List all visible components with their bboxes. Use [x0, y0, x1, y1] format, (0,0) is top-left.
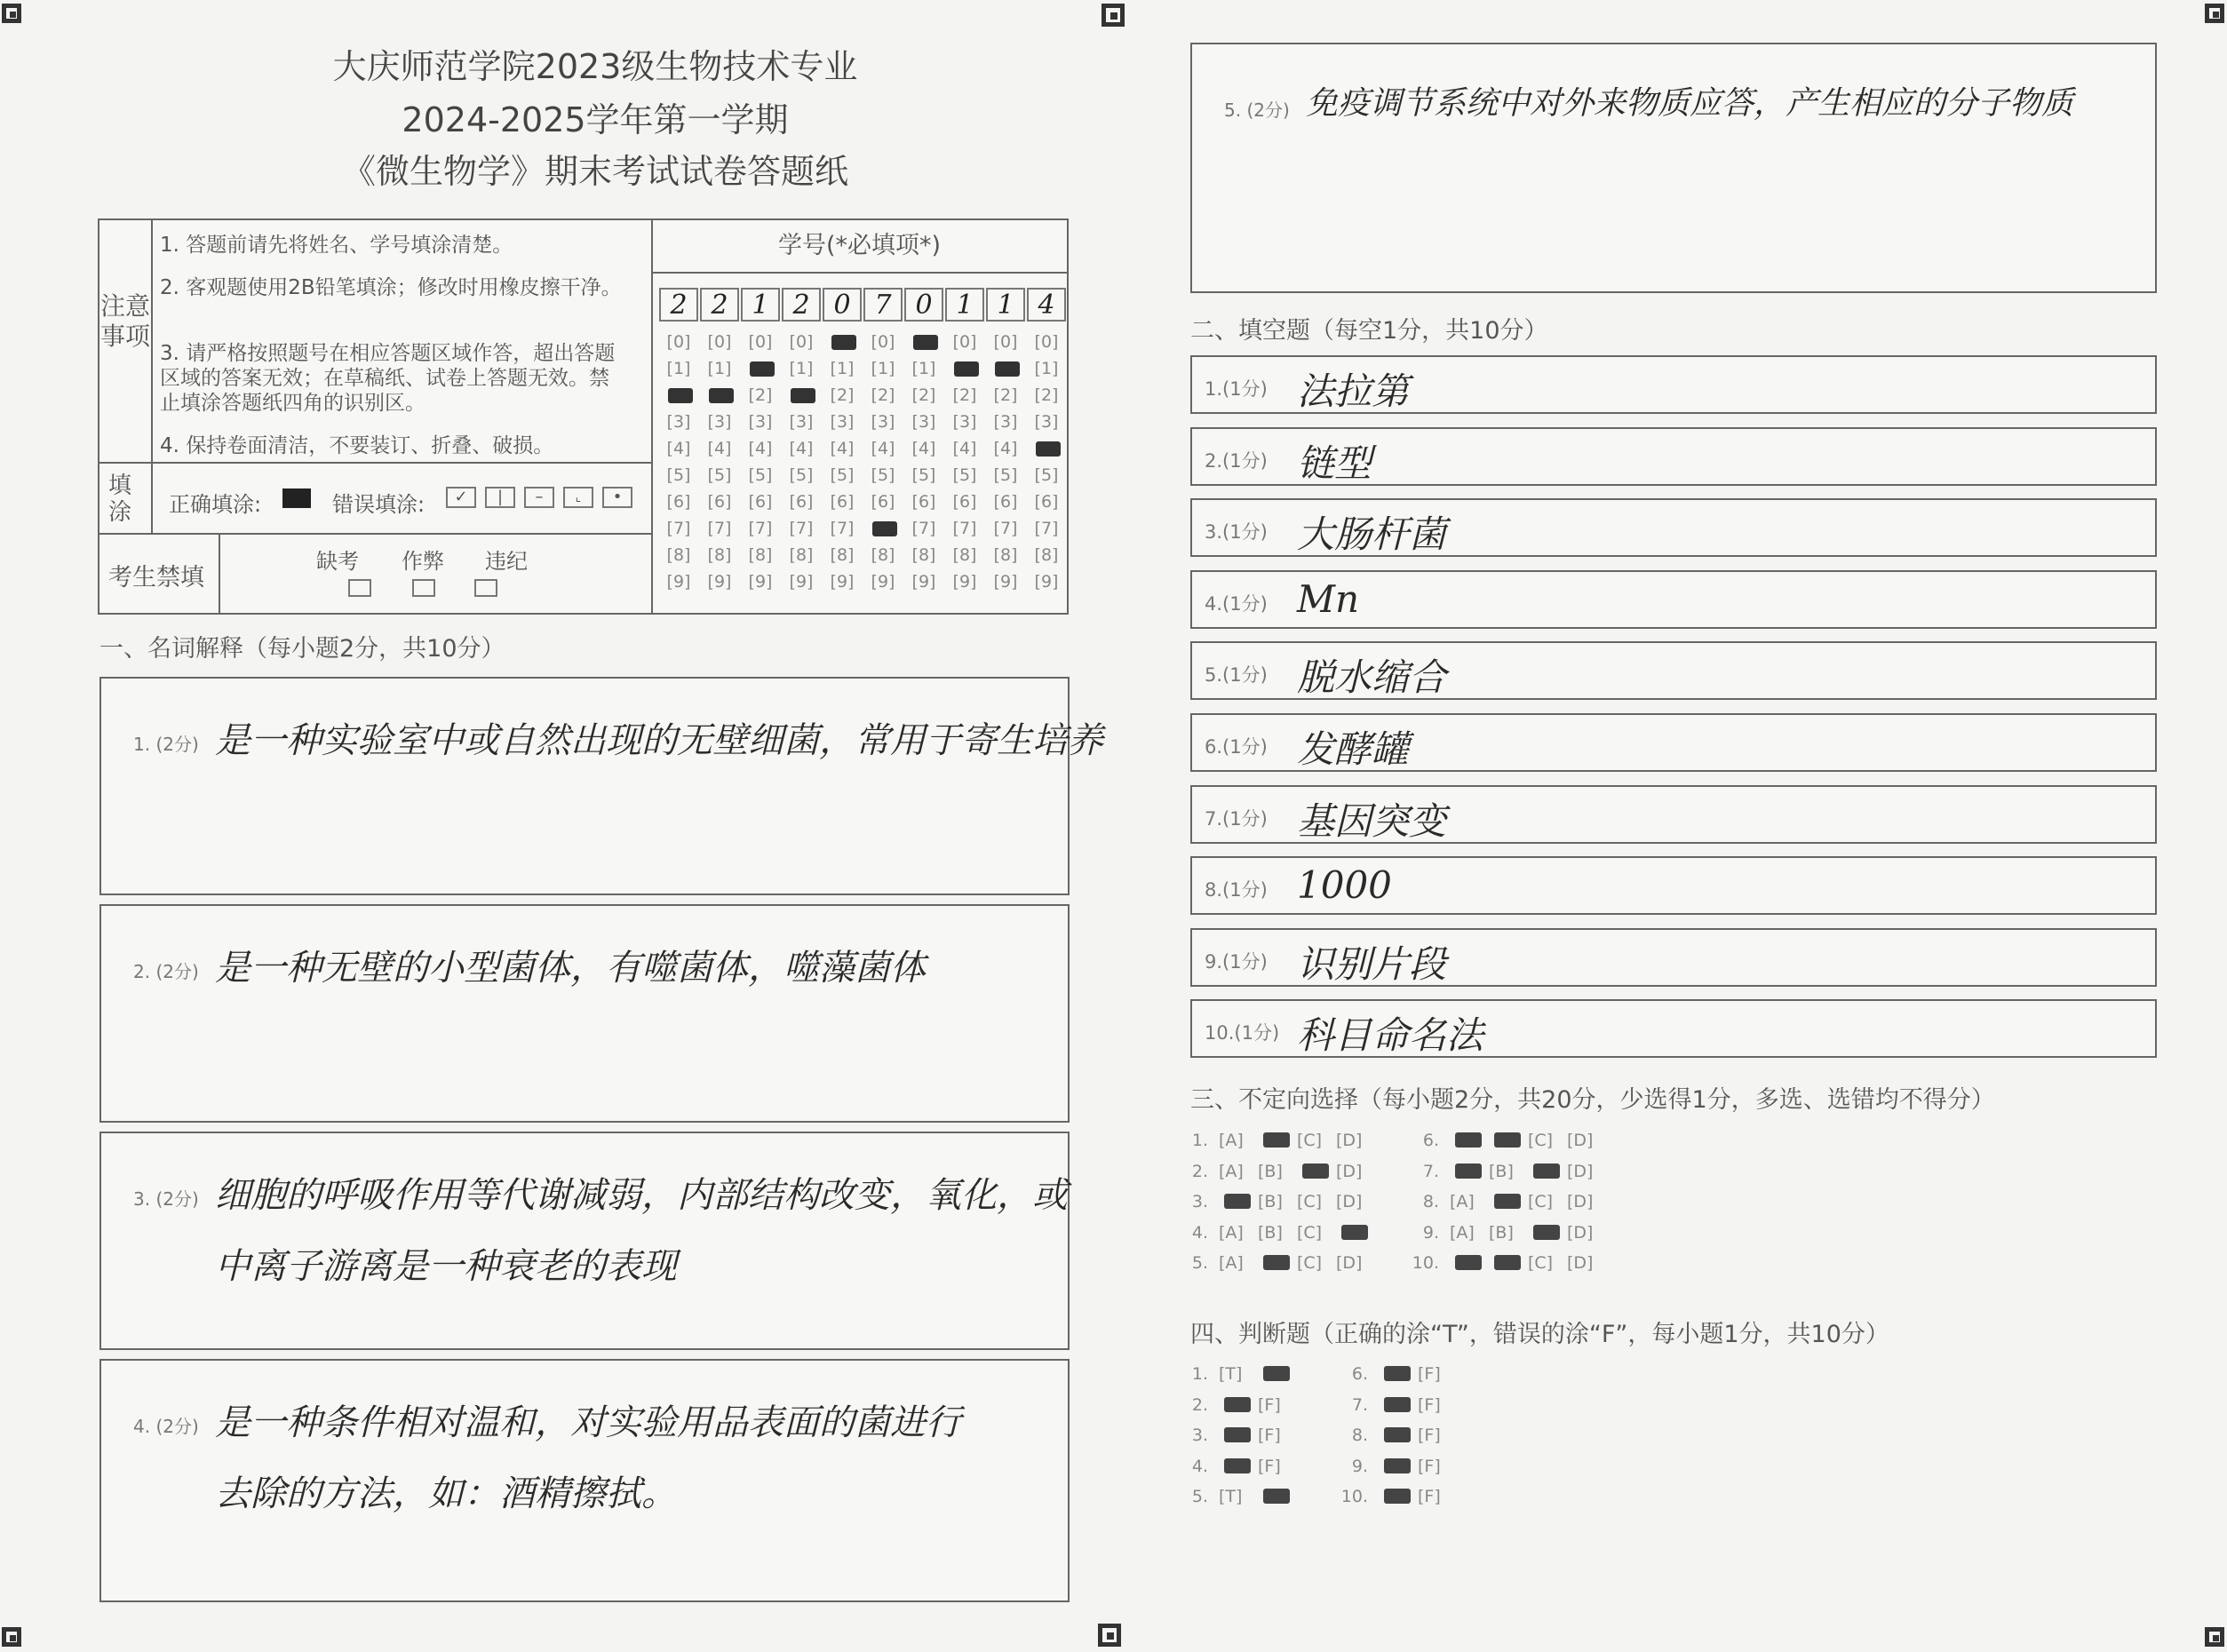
answer-bubble[interactable]: [A] [1219, 1161, 1244, 1181]
question-number: 4. [1191, 1456, 1208, 1476]
answer-bubble[interactable]: [F] [1258, 1426, 1281, 1445]
question-number: 7. [1422, 1161, 1439, 1181]
answer-bubble[interactable] [1258, 1487, 1297, 1506]
answer-bubble[interactable]: [A] [1219, 1222, 1244, 1243]
forbidden-violation-label: 违纪 [485, 549, 528, 574]
student-id-bubble[interactable]: [3] [707, 412, 732, 432]
corner-mark-top-left [2, 4, 21, 23]
student-id-bubble[interactable]: [0] [707, 332, 732, 352]
answer-row [1174, 1223, 1375, 1243]
student-id-bubble[interactable]: [9] [911, 572, 936, 592]
forbidden-cheat-label: 作弊 [402, 549, 444, 574]
forbidden-violation-checkbox[interactable] [474, 579, 497, 597]
student-id-bubble[interactable]: [1] [911, 359, 936, 378]
student-id-bubble[interactable]: [4] [748, 439, 773, 458]
handwritten-answer-line: 去除的方法，如：酒精擦拭。 [215, 1473, 677, 1514]
answer-row [1405, 1253, 1606, 1273]
student-id-bubble[interactable]: [8] [871, 545, 895, 565]
short-answer-box[interactable] [99, 1132, 1070, 1350]
handwritten-answer-line: 是一种无壁的小型菌体，有噬菌体，噬藻菌体 [215, 948, 926, 989]
question-number: 3. [1191, 1192, 1208, 1211]
exam-title-line1: 大庆师范学院2023级生物技术专业 [332, 47, 858, 86]
forbidden-absent-label: 缺考 [316, 549, 359, 574]
student-id-bubble[interactable]: [7] [789, 519, 814, 538]
student-id-bubble[interactable]: [2] [993, 385, 1018, 405]
answer-bubble[interactable]: [D] [1567, 1161, 1594, 1181]
student-id-bubble[interactable]: [7] [1034, 519, 1059, 538]
student-id-bubble[interactable]: [5] [911, 465, 936, 485]
student-id-bubble[interactable]: [3] [789, 412, 814, 432]
answer-row [1334, 1487, 1457, 1506]
student-id-bubble[interactable]: [5] [707, 465, 732, 485]
corner-mark-bottom-right [2205, 1627, 2224, 1647]
question-number: 2. [1191, 1394, 1208, 1415]
forbidden-label: 考生禁填 [108, 564, 204, 592]
student-id-bubble[interactable]: [9] [871, 572, 895, 592]
answer-row [1174, 1192, 1375, 1211]
short-answer-box[interactable] [99, 677, 1103, 895]
student-id-bubble[interactable]: [2] [830, 385, 855, 405]
student-id-bubble[interactable]: [5] [871, 465, 895, 485]
student-id-bubble[interactable]: [4] [993, 439, 1018, 458]
answer-row [1174, 1457, 1297, 1476]
student-id-bubble[interactable] [945, 359, 984, 378]
student-id-bubble[interactable]: [3] [993, 412, 1018, 432]
student-id-bubble[interactable]: [7] [911, 519, 936, 538]
question-number: 7. [1351, 1394, 1368, 1415]
student-id-digit: 1 [986, 288, 1025, 322]
answer-bubble[interactable]: [D] [1336, 1131, 1363, 1150]
handwritten-answer-line: 中离子游离是一种衰老的表现 [215, 1246, 677, 1287]
student-id-bubble[interactable]: [8] [952, 545, 977, 565]
answer-bubble[interactable]: [B] [1489, 1222, 1514, 1243]
student-id-bubble[interactable]: [6] [952, 492, 977, 512]
note-item-1: 1. 答题前请先将姓名、学号填涂清楚。 [160, 234, 513, 257]
student-id-bubble[interactable]: [3] [748, 412, 773, 432]
student-id-bubble[interactable]: [2] [952, 385, 977, 405]
answer-bubble[interactable]: [A] [1219, 1131, 1244, 1150]
handwritten-answer: 1000 [1297, 863, 1392, 908]
answer-bubble[interactable] [1219, 1192, 1258, 1211]
section4-title: 四、判断题（正确的涂“T”，错误的涂“F”，每小题1分，共10分） [1190, 1321, 1889, 1348]
student-id-bubble[interactable] [986, 359, 1025, 378]
student-id-bubble[interactable]: [7] [952, 519, 977, 538]
student-id-digit: 2 [782, 288, 821, 322]
handwritten-answer: 大肠杆菌 [1297, 512, 1447, 557]
question-number: 4.(1分) [1205, 592, 1268, 615]
student-id-bubble[interactable]: [4] [871, 439, 895, 458]
answer-bubble[interactable]: [B] [1258, 1192, 1283, 1211]
student-id-bubble[interactable]: [8] [789, 545, 814, 565]
fill-blank-box[interactable] [1190, 856, 2157, 915]
student-id-bubble[interactable] [741, 359, 780, 378]
student-id-bubble[interactable]: [8] [911, 545, 936, 565]
answer-row [1405, 1192, 1606, 1211]
answer-bubble[interactable] [1528, 1223, 1567, 1243]
answer-bubble[interactable] [1450, 1253, 1489, 1273]
question-number: 3. (2分) [133, 1188, 199, 1210]
student-id-bubble[interactable]: [0] [871, 332, 895, 352]
student-id-header: 学号(*必填项*) [777, 232, 942, 259]
student-id-bubble[interactable]: [7] [666, 519, 691, 538]
answer-bubble[interactable] [1219, 1457, 1258, 1476]
answer-bubble[interactable]: [C] [1528, 1192, 1554, 1211]
section2-title: 二、填空题（每空1分，共10分） [1190, 317, 1548, 345]
answer-bubble[interactable] [1258, 1253, 1297, 1273]
student-id-bubble[interactable]: [6] [911, 492, 936, 512]
fill-guide-vdivider [151, 462, 153, 533]
fill-blank-box[interactable] [1190, 999, 2157, 1058]
student-id-bubble[interactable]: [5] [1034, 465, 1059, 485]
answer-bubble[interactable] [1379, 1426, 1418, 1445]
student-id-bubble[interactable] [823, 332, 862, 352]
answer-row [1174, 1131, 1375, 1150]
question-number: 2.(1分) [1205, 449, 1268, 472]
question-number: 1. (2分) [133, 734, 199, 755]
notes-divider [98, 462, 653, 464]
student-id-bubble[interactable]: [0] [1034, 332, 1059, 352]
answer-bubble[interactable]: [C] [1297, 1253, 1323, 1273]
handwritten-answer: 基因突变 [1297, 798, 1447, 843]
corner-mark-top-middle [1102, 4, 1125, 27]
student-id-digit: 1 [741, 288, 780, 322]
note-item-2: 2. 客观题使用2B铅笔填涂；修改时用橡皮擦干净。 [160, 276, 622, 299]
question-number: 2. [1191, 1161, 1208, 1181]
answer-row [1334, 1395, 1457, 1415]
student-id-bubble[interactable]: [1] [830, 359, 855, 378]
student-id-bubble[interactable]: [9] [789, 572, 814, 592]
fill-wrong-bar-icon: | [485, 487, 515, 508]
student-id-bubble[interactable]: [9] [830, 572, 855, 592]
fill-blank-box[interactable] [1190, 928, 2157, 987]
question-number: 6.(1分) [1205, 736, 1268, 758]
student-id-bubble[interactable]: [4] [830, 439, 855, 458]
answer-bubble[interactable] [1219, 1395, 1258, 1415]
student-id-bubble[interactable]: [0] [666, 332, 691, 352]
fill-blank-box[interactable] [1190, 713, 2157, 772]
student-id-bubble[interactable]: [5] [666, 465, 691, 485]
table-vdivider [651, 218, 653, 615]
forbidden-vdivider [219, 533, 220, 615]
answer-bubble[interactable] [1219, 1426, 1258, 1445]
question-number: 5.(1分) [1205, 664, 1268, 687]
student-id-bubble[interactable]: [3] [830, 412, 855, 432]
question-number: 6. [1422, 1131, 1439, 1150]
fill-correct-sample [282, 488, 311, 508]
student-id-bubble[interactable]: [5] [993, 465, 1018, 485]
question-number: 1.(1分) [1205, 378, 1268, 400]
student-id-bubble[interactable]: [8] [666, 545, 691, 565]
student-id-bubble[interactable]: [6] [707, 492, 732, 512]
student-id-bubble[interactable]: [0] [993, 332, 1018, 352]
question-number: 4. (2分) [133, 1416, 199, 1437]
handwritten-answer-line: 免疫调节系统中对外来物质应答，产生相应的分子物质 [1306, 85, 2074, 122]
question-number: 8.(1分) [1205, 879, 1268, 901]
question-number: 10.(1分) [1205, 1022, 1280, 1044]
student-id-bubble[interactable]: [4] [911, 439, 936, 458]
student-id-bubble[interactable]: [7] [830, 519, 855, 538]
question-number: 3. [1191, 1426, 1208, 1445]
student-id-bubble[interactable]: [7] [707, 519, 732, 538]
student-id-bubble[interactable]: [8] [830, 545, 855, 565]
student-id-digit: 2 [659, 288, 698, 322]
student-id-digit: 0 [904, 288, 943, 322]
student-id-bubble[interactable] [904, 332, 943, 352]
answer-bubble[interactable]: [C] [1297, 1131, 1323, 1150]
student-id-bubble[interactable]: [8] [993, 545, 1018, 565]
student-id-bubble[interactable]: [9] [707, 572, 732, 592]
forbidden-cheat-checkbox[interactable] [412, 579, 435, 597]
answer-bubble[interactable] [1489, 1253, 1528, 1273]
student-id-bubble[interactable] [863, 519, 903, 538]
student-id-bubble[interactable]: [5] [789, 465, 814, 485]
short-answer-box[interactable] [1190, 43, 2157, 293]
student-id-bubble[interactable]: [6] [666, 492, 691, 512]
student-id-bubble[interactable]: [3] [666, 412, 691, 432]
answer-bubble[interactable]: [F] [1418, 1364, 1441, 1384]
answer-bubble[interactable]: [F] [1258, 1456, 1281, 1476]
fill-guide-label: 填涂 [108, 473, 132, 526]
question-number: 5. [1191, 1487, 1208, 1506]
student-id-bubble[interactable]: [5] [830, 465, 855, 485]
student-id-bubble[interactable]: [9] [952, 572, 977, 592]
answer-bubble[interactable]: [D] [1336, 1161, 1363, 1181]
student-id-bubble[interactable]: [0] [952, 332, 977, 352]
student-id-bubble[interactable]: [3] [871, 412, 895, 432]
answer-bubble[interactable]: [T] [1219, 1487, 1243, 1506]
fill-correct-label: 正确填涂: [169, 492, 262, 517]
student-id-bubble[interactable]: [8] [1034, 545, 1059, 565]
section1-title: 一、名词解释（每小题2分，共10分） [99, 635, 505, 663]
answer-bubble[interactable]: [F] [1418, 1456, 1441, 1476]
question-number: 8. [1351, 1426, 1368, 1445]
student-id-bubble[interactable]: [1] [871, 359, 895, 378]
handwritten-answer-line: 细胞的呼吸作用等代谢减弱，内部结构改变，氧化，或 [215, 1175, 1068, 1216]
fill-wrong-check-icon: ✓ [446, 487, 476, 508]
note-item-3: 3. 请严格按照题号在相应答题区域作答，超出答题区域的答案无效；在草稿纸、试卷上答题无效。禁止填涂答题纸四角的识别区。 [160, 342, 616, 415]
question-number: 2. (2分) [133, 961, 199, 982]
fill-wrong-label: 错误填涂: [332, 492, 426, 517]
short-answer-box[interactable] [99, 1359, 1070, 1602]
answer-row [1174, 1426, 1297, 1445]
answer-row [1174, 1364, 1297, 1384]
student-id-bubble[interactable]: [8] [748, 545, 773, 565]
student-id-bubble[interactable]: [3] [1034, 412, 1059, 432]
corner-mark-top-right [2205, 4, 2224, 23]
student-id-bubble[interactable]: [9] [1034, 572, 1059, 592]
fill-blank-box[interactable] [1190, 785, 2157, 844]
answer-bubble[interactable]: [A] [1219, 1253, 1244, 1273]
student-id-bubble[interactable]: [1] [666, 359, 691, 378]
answer-row [1174, 1253, 1375, 1273]
student-id-bubble[interactable]: [1] [707, 359, 732, 378]
answer-bubble[interactable]: [D] [1336, 1253, 1363, 1273]
handwritten-answer-line: 是一种实验室中或自然出现的无壁细菌，常用于寄生培养 [215, 720, 1103, 761]
student-id-bubble[interactable]: [9] [748, 572, 773, 592]
student-id-digit: 1 [945, 288, 984, 322]
answer-bubble[interactable]: [D] [1567, 1192, 1594, 1211]
answer-row [1405, 1131, 1606, 1150]
handwritten-answer: 脱水缩合 [1297, 655, 1447, 700]
fill-blank-box[interactable] [1190, 355, 2157, 414]
answer-row [1334, 1457, 1457, 1476]
student-id-bubble[interactable]: [8] [707, 545, 732, 565]
question-number: 10. [1412, 1253, 1439, 1273]
answer-bubble[interactable]: [D] [1567, 1131, 1594, 1150]
answer-row [1174, 1162, 1375, 1181]
answer-bubble[interactable]: [D] [1567, 1253, 1594, 1273]
student-id-bubble[interactable]: [4] [952, 439, 977, 458]
student-id-digit: 2 [700, 288, 739, 322]
answer-bubble[interactable] [1258, 1364, 1297, 1384]
answer-bubble[interactable] [1379, 1395, 1418, 1415]
answer-row [1174, 1487, 1297, 1506]
answer-bubble[interactable]: [B] [1489, 1161, 1514, 1181]
fill-wrong-dash-icon: – [524, 487, 554, 508]
student-id-bubble[interactable]: [6] [1034, 492, 1059, 512]
exam-title-line2: 2024-2025学年第一学期 [402, 100, 789, 139]
answer-bubble[interactable] [1450, 1131, 1489, 1150]
corner-mark-bottom-middle [1098, 1624, 1121, 1647]
student-id-bubble[interactable]: [6] [789, 492, 814, 512]
student-id-bubble[interactable] [659, 385, 698, 405]
fill-blank-box[interactable] [1190, 570, 2157, 629]
answer-bubble[interactable]: [C] [1297, 1222, 1323, 1243]
section3-title: 三、不定向选择（每小题2分，共20分，少选得1分，多选、选错均不得分） [1190, 1086, 1995, 1114]
question-number: 9. [1422, 1222, 1439, 1243]
answer-row [1334, 1364, 1457, 1384]
answer-bubble[interactable]: [D] [1336, 1192, 1363, 1211]
student-id-digit: 0 [823, 288, 862, 322]
fill-blank-box[interactable] [1190, 641, 2157, 700]
student-id-bubble[interactable]: [4] [666, 439, 691, 458]
answer-bubble[interactable]: [D] [1567, 1222, 1594, 1243]
answer-bubble[interactable]: [C] [1297, 1192, 1323, 1211]
student-id-bubble[interactable]: [2] [871, 385, 895, 405]
answer-row [1405, 1162, 1606, 1181]
answer-bubble[interactable] [1336, 1223, 1375, 1243]
student-id-bubble[interactable]: [6] [993, 492, 1018, 512]
answer-row [1174, 1395, 1297, 1415]
answer-row [1405, 1223, 1606, 1243]
student-id-bubble[interactable]: [4] [707, 439, 732, 458]
student-id-divider [653, 272, 1069, 274]
fill-blank-box[interactable] [1190, 498, 2157, 557]
answer-bubble[interactable]: [B] [1258, 1161, 1283, 1181]
answer-bubble[interactable] [1528, 1162, 1567, 1181]
question-number: 6. [1351, 1364, 1368, 1384]
student-id-bubble[interactable]: [0] [748, 332, 773, 352]
student-id-bubble[interactable]: [3] [911, 412, 936, 432]
answer-bubble[interactable]: [B] [1258, 1222, 1283, 1243]
note-item-4: 4. 保持卷面清洁，不要装订、折叠、破损。 [160, 434, 554, 457]
answer-bubble[interactable]: [A] [1450, 1192, 1475, 1211]
answer-bubble[interactable]: [A] [1450, 1222, 1475, 1243]
answer-bubble[interactable] [1297, 1162, 1336, 1181]
answer-bubble[interactable] [1379, 1364, 1418, 1384]
answer-bubble[interactable] [1379, 1487, 1418, 1506]
question-number: 7.(1分) [1205, 807, 1268, 830]
student-id-bubble[interactable]: [1] [789, 359, 814, 378]
student-id-bubble[interactable]: [3] [952, 412, 977, 432]
student-id-bubble[interactable]: [6] [830, 492, 855, 512]
fill-divider [98, 533, 653, 535]
answer-bubble[interactable] [1379, 1457, 1418, 1476]
student-id-bubble[interactable]: [7] [993, 519, 1018, 538]
student-id-bubble[interactable]: [5] [952, 465, 977, 485]
question-number: 3.(1分) [1205, 521, 1268, 544]
answer-bubble[interactable]: [C] [1528, 1253, 1554, 1273]
student-id-bubble[interactable]: [0] [789, 332, 814, 352]
answer-bubble[interactable]: [C] [1528, 1131, 1554, 1150]
handwritten-answer: Mn [1297, 576, 1360, 621]
question-number: 9. [1351, 1456, 1368, 1476]
handwritten-answer: 发酵罐 [1297, 727, 1410, 771]
short-answer-box[interactable] [99, 904, 1070, 1123]
question-number: 1. [1191, 1131, 1208, 1150]
answer-bubble[interactable]: [F] [1418, 1487, 1441, 1506]
handwritten-answer: 链型 [1297, 441, 1372, 485]
student-id-bubble[interactable]: [9] [993, 572, 1018, 592]
question-number: 5. [1191, 1253, 1208, 1273]
student-id-digit: 4 [1027, 288, 1066, 322]
question-number: 10. [1340, 1487, 1368, 1506]
question-number: 9.(1分) [1205, 950, 1268, 973]
corner-mark-bottom-left [2, 1627, 21, 1647]
student-id-bubble[interactable]: [7] [748, 519, 773, 538]
student-id-bubble[interactable]: [2] [911, 385, 936, 405]
student-id-bubble[interactable]: [6] [871, 492, 895, 512]
answer-bubble[interactable]: [F] [1418, 1426, 1441, 1445]
student-id-bubble[interactable] [782, 385, 821, 405]
fill-wrong-partial-icon: ⌞ [563, 487, 593, 508]
handwritten-answer: 科目命名法 [1297, 1013, 1484, 1058]
question-number: 1. [1191, 1364, 1208, 1384]
question-number: 5. (2分) [1224, 99, 1290, 121]
student-id-bubble[interactable] [1027, 439, 1066, 458]
student-id-digit: 7 [863, 288, 903, 322]
student-id-bubble[interactable] [700, 385, 739, 405]
answer-row [1334, 1426, 1457, 1445]
answer-bubble[interactable] [1450, 1162, 1489, 1181]
answer-bubble[interactable] [1258, 1131, 1297, 1150]
student-id-bubble[interactable]: [2] [1034, 385, 1059, 405]
student-id-bubble[interactable]: [4] [789, 439, 814, 458]
answer-bubble[interactable]: [T] [1219, 1364, 1243, 1384]
answer-bubble[interactable]: [F] [1418, 1394, 1441, 1415]
fill-wrong-dot-icon: • [602, 487, 632, 508]
forbidden-absent-checkbox[interactable] [348, 579, 371, 597]
handwritten-answer: 法拉第 [1297, 369, 1410, 413]
student-id-bubble[interactable]: [2] [748, 385, 773, 405]
question-number: 8. [1422, 1192, 1439, 1211]
student-id-bubble[interactable]: [6] [748, 492, 773, 512]
answer-bubble[interactable]: [F] [1258, 1394, 1281, 1415]
exam-title-line3: 《微生物学》期末考试试卷答题纸 [341, 152, 848, 191]
student-id-bubble[interactable]: [1] [1034, 359, 1059, 378]
fill-blank-box[interactable] [1190, 427, 2157, 486]
question-number: 4. [1191, 1222, 1208, 1243]
answer-bubble[interactable] [1489, 1192, 1528, 1211]
student-id-bubble[interactable]: [9] [666, 572, 691, 592]
handwritten-answer-line: 是一种条件相对温和，对实验用品表面的菌进行 [215, 1402, 961, 1443]
handwritten-answer: 识别片段 [1297, 941, 1447, 986]
answer-bubble[interactable] [1489, 1131, 1528, 1150]
notes-label: 注意事项 [99, 220, 153, 464]
student-id-bubble[interactable]: [5] [748, 465, 773, 485]
